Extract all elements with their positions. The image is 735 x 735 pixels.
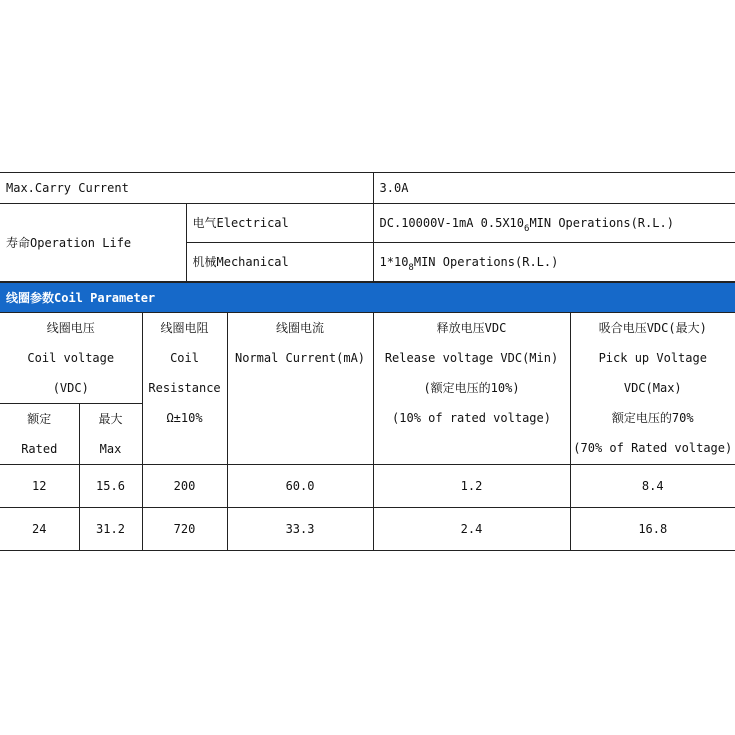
mechanical-value-text: 1*10 — [379, 255, 409, 269]
pickup-voltage-unit: VDC(Max) — [623, 381, 682, 395]
electrical-label: 电气Electrical — [186, 204, 373, 243]
coil-voltage-zh: 线圈电压 — [46, 321, 95, 335]
electrical-value-suffix: MIN Operations(R.L.) — [529, 216, 674, 230]
release-voltage-note-zh: (额定电压的10%) — [423, 381, 520, 395]
table-row — [0, 508, 735, 551]
electrical-exponent: 6 — [524, 224, 530, 234]
rated-header — [0, 404, 79, 465]
release-voltage-cell: 2.4 — [373, 508, 570, 551]
carry-current-value: 3.0A — [373, 173, 735, 204]
electrical-value — [373, 204, 735, 243]
rated-zh: 额定 — [27, 412, 52, 426]
max-en: Max — [99, 442, 122, 456]
pickup-voltage-note-en: (70% of Rated voltage) — [573, 441, 733, 455]
mechanical-label: 机械Mechanical — [186, 243, 373, 282]
coil-resistance-en-2: Resistance — [148, 381, 221, 395]
coil-voltage-header — [0, 313, 142, 404]
current-cell: 33.3 — [227, 508, 373, 551]
coil-current-header — [227, 313, 373, 465]
release-voltage-cell: 1.2 — [373, 465, 570, 508]
coil-resistance-header — [142, 313, 227, 465]
table-row — [0, 465, 735, 508]
coil-current-en: Normal Current(mA) — [234, 351, 366, 365]
release-voltage-en: Release voltage VDC(Min) — [384, 351, 559, 365]
mechanical-value — [373, 243, 735, 282]
electrical-life-row — [0, 204, 735, 243]
pickup-voltage-cell: 16.8 — [570, 508, 735, 551]
release-voltage-header — [373, 313, 570, 465]
relay-spec-sheet — [0, 172, 735, 551]
coil-voltage-unit: (VDC) — [52, 381, 89, 395]
pickup-voltage-zh: 吸合电压VDC(最大) — [598, 321, 707, 335]
max-voltage-cell: 15.6 — [79, 465, 142, 508]
coil-current-zh: 线圈电流 — [276, 321, 325, 335]
operation-spec-table — [0, 172, 735, 282]
coil-resistance-en-1: Coil — [170, 351, 199, 365]
pickup-voltage-en: Pick up Voltage — [598, 351, 707, 365]
release-voltage-note-en: (10% of rated voltage) — [392, 411, 551, 425]
coil-parameter-header: 线圈参数Coil Parameter — [0, 282, 735, 312]
max-zh: 最大 — [98, 412, 123, 426]
carry-current-label: Max.Carry Current — [0, 173, 373, 204]
coil-resistance-tolerance: Ω±10% — [166, 411, 203, 425]
release-voltage-zh: 释放电压VDC — [436, 321, 507, 335]
pickup-voltage-note-zh: 额定电压的70% — [611, 411, 694, 425]
resistance-cell: 200 — [142, 465, 227, 508]
carry-current-row — [0, 173, 735, 204]
max-voltage-cell: 31.2 — [79, 508, 142, 551]
rated-voltage-cell: 12 — [0, 465, 79, 508]
coil-parameter-table — [0, 312, 735, 551]
operation-life-label: 寿命Operation Life — [0, 204, 186, 282]
coil-voltage-en: Coil voltage — [27, 351, 115, 365]
resistance-cell: 720 — [142, 508, 227, 551]
mechanical-value-suffix: MIN Operations(R.L.) — [413, 255, 559, 269]
electrical-value-text: DC.10000V-1mA 0.5X10 — [379, 216, 525, 230]
coil-resistance-zh: 线圈电阻 — [160, 321, 209, 335]
mechanical-exponent: 8 — [408, 263, 414, 273]
coil-header-row-1 — [0, 313, 735, 404]
pickup-voltage-header — [570, 313, 735, 465]
current-cell: 60.0 — [227, 465, 373, 508]
rated-en: Rated — [21, 442, 58, 456]
pickup-voltage-cell: 8.4 — [570, 465, 735, 508]
max-header — [79, 404, 142, 465]
rated-voltage-cell: 24 — [0, 508, 79, 551]
